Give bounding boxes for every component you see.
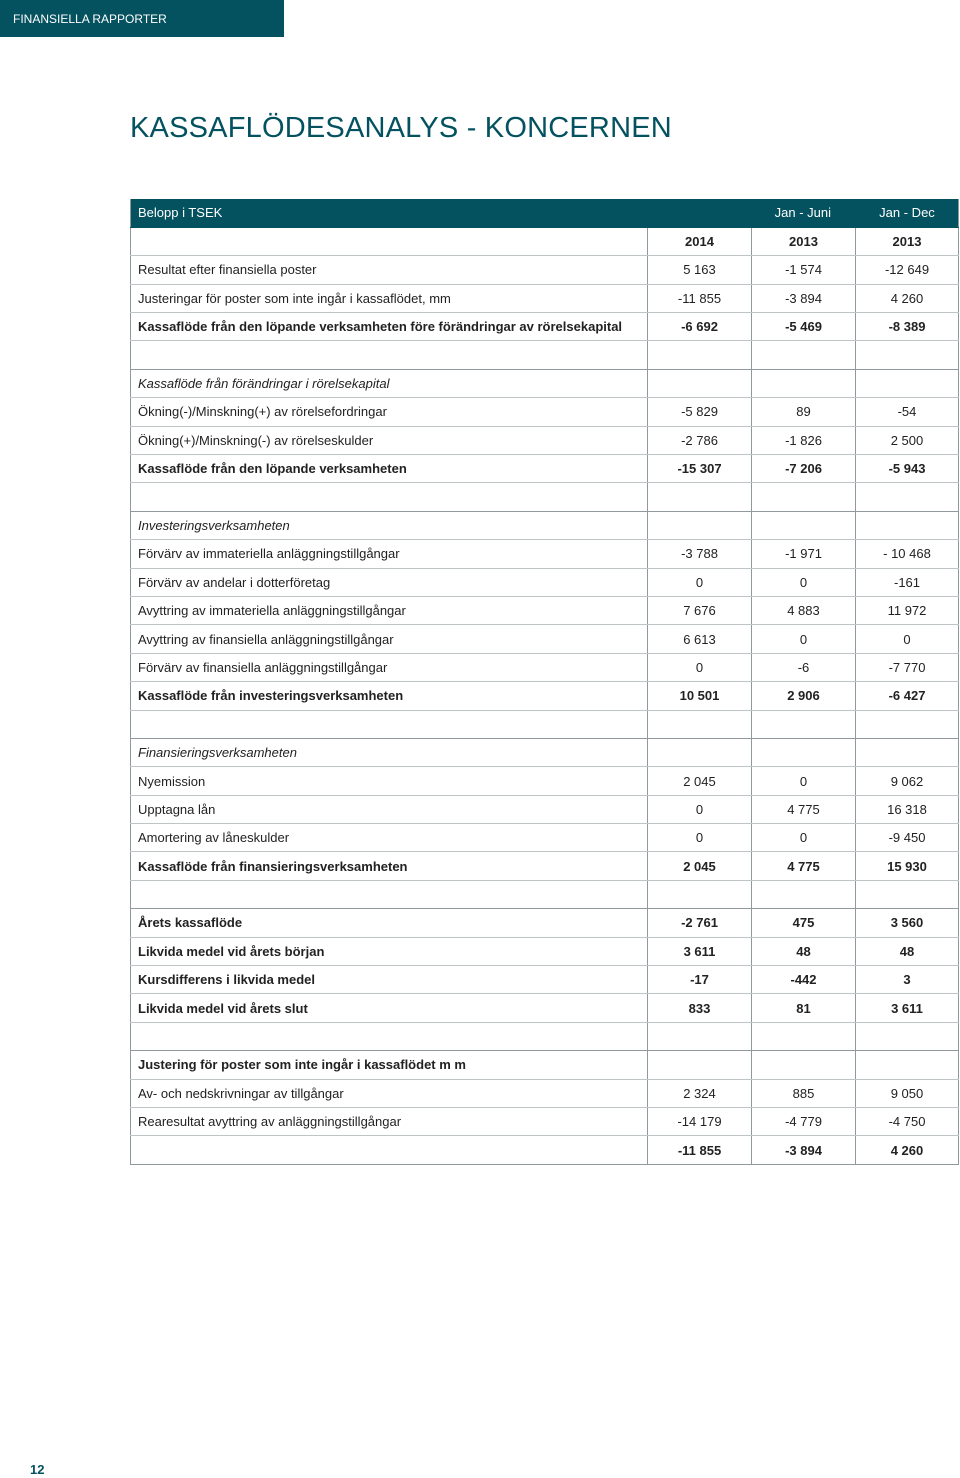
header-period-jan-juni: Jan - Juni: [648, 199, 856, 227]
row-label: Kassaflöde från den löpande verksamheten före förändringar av rörelsekapital: [131, 313, 648, 341]
header-period-jan-dec: Jan - Dec: [856, 199, 959, 227]
row-value-2014: 0: [648, 653, 752, 681]
year-col-2: 2013: [752, 227, 856, 255]
row-value-2014: -15 307: [648, 455, 752, 483]
header-label: Belopp i TSEK: [131, 199, 648, 227]
table-row: [131, 653, 959, 681]
spacer-row: [131, 1022, 959, 1050]
table-header-row: [131, 199, 959, 227]
row-value-2013-h1: -5 469: [752, 313, 856, 341]
row-value-2013: -9 450: [856, 824, 959, 852]
row-value-2013-h1: 89: [752, 398, 856, 426]
row-label: Upptagna lån: [131, 795, 648, 823]
row-value-2014: -3 788: [648, 540, 752, 568]
row-value-2013-h1: 81: [752, 994, 856, 1022]
row-value-2013-h1: -4 779: [752, 1108, 856, 1136]
row-value-2013: 9 062: [856, 767, 959, 795]
row-value-2014: -17: [648, 966, 752, 994]
subtotal-row: [131, 313, 959, 341]
section-heading-row: [131, 738, 959, 766]
row-value-2013: 15 930: [856, 852, 959, 880]
row-value-2013: 11 972: [856, 596, 959, 624]
row-label: Likvida medel vid årets slut: [131, 994, 648, 1022]
row-value-2013: -161: [856, 568, 959, 596]
row-value-2013-h1: -1 826: [752, 426, 856, 454]
table-row: [131, 795, 959, 823]
subtotal-row: [131, 852, 959, 880]
row-label: Rearesultat avyttring av anläggningstillgångar: [131, 1108, 648, 1136]
table-row: [131, 1108, 959, 1136]
row-value-2014: -5 829: [648, 398, 752, 426]
table-row: [131, 568, 959, 596]
section-heading: Investeringsverksamheten: [131, 511, 648, 539]
row-value-2013: 0: [856, 625, 959, 653]
row-value-2014: 2 045: [648, 767, 752, 795]
row-label: [131, 1136, 648, 1164]
row-value-2013-h1: 0: [752, 568, 856, 596]
page-title: KASSAFLÖDESANALYS - KONCERNEN: [130, 112, 672, 144]
row-value-2013: 2 500: [856, 426, 959, 454]
row-value-2013: -12 649: [856, 256, 959, 284]
row-value-2013-h1: -3 894: [752, 1136, 856, 1164]
row-value-2014: 0: [648, 568, 752, 596]
row-value-2013: 3 611: [856, 994, 959, 1022]
row-label: Av- och nedskrivningar av tillgångar: [131, 1079, 648, 1107]
row-label: Ökning(+)/Minskning(-) av rörelseskulder: [131, 426, 648, 454]
row-value-2013-h1: -1 574: [752, 256, 856, 284]
row-value-2013-h1: -3 894: [752, 284, 856, 312]
section-heading: Finansieringsverksamheten: [131, 738, 648, 766]
row-value-2013-h1: 4 775: [752, 852, 856, 880]
row-value-2013-h1: 0: [752, 824, 856, 852]
row-value-2013: -5 943: [856, 455, 959, 483]
table-row: [131, 426, 959, 454]
row-label: Amortering av låneskulder: [131, 824, 648, 852]
row-value-2014: -11 855: [648, 284, 752, 312]
spacer-row: [131, 483, 959, 511]
row-label: Förvärv av andelar i dotterföretag: [131, 568, 648, 596]
row-label: Kassaflöde från finansieringsverksamheten: [131, 852, 648, 880]
spacer-row: [131, 880, 959, 908]
total-row: [131, 1136, 959, 1164]
row-value-2013-h1: -7 206: [752, 455, 856, 483]
section-tab: FINANSIELLA RAPPORTER: [0, 0, 284, 37]
row-label: Kassaflöde från investeringsverksamheten: [131, 682, 648, 710]
row-value-2013-h1: -6: [752, 653, 856, 681]
row-value-2013: 4 260: [856, 1136, 959, 1164]
row-value-2013: -4 750: [856, 1108, 959, 1136]
row-label: Förvärv av finansiella anläggningstillgångar: [131, 653, 648, 681]
row-value-2013-h1: 0: [752, 625, 856, 653]
table-row: [131, 625, 959, 653]
row-value-2013-h1: 4 883: [752, 596, 856, 624]
row-value-2013-h1: 2 906: [752, 682, 856, 710]
row-value-2013: -7 770: [856, 653, 959, 681]
table-row: [131, 398, 959, 426]
row-label: Kursdifferens i likvida medel: [131, 966, 648, 994]
spacer-row: [131, 341, 959, 369]
row-value-2014: -11 855: [648, 1136, 752, 1164]
cash-flow-table: [130, 199, 959, 1165]
section-heading-row: [131, 511, 959, 539]
subtotal-row: [131, 682, 959, 710]
row-value-2013: - 10 468: [856, 540, 959, 568]
row-value-2013-h1: 48: [752, 937, 856, 965]
year-col-1: 2014: [648, 227, 752, 255]
row-value-2014: -6 692: [648, 313, 752, 341]
summary-row: [131, 994, 959, 1022]
row-value-2013: 4 260: [856, 284, 959, 312]
table-row: [131, 767, 959, 795]
row-value-2014: -2 761: [648, 909, 752, 937]
row-value-2014: 10 501: [648, 682, 752, 710]
row-value-2014: 7 676: [648, 596, 752, 624]
section-heading: Justering för poster som inte ingår i kassaflödet m m: [131, 1051, 648, 1079]
row-value-2013-h1: -442: [752, 966, 856, 994]
page-number: 12: [30, 1462, 45, 1477]
row-value-2013: 3 560: [856, 909, 959, 937]
row-value-2014: 2 045: [648, 852, 752, 880]
summary-row: [131, 937, 959, 965]
row-value-2014: -2 786: [648, 426, 752, 454]
row-value-2013: 48: [856, 937, 959, 965]
row-label: Förvärv av immateriella anläggningstillgångar: [131, 540, 648, 568]
row-value-2013: 9 050: [856, 1079, 959, 1107]
section-heading-row: [131, 1051, 959, 1079]
row-value-2014: 2 324: [648, 1079, 752, 1107]
row-value-2014: 0: [648, 795, 752, 823]
spacer-row: [131, 710, 959, 738]
row-label: Nyemission: [131, 767, 648, 795]
section-heading: Kassaflöde från förändringar i rörelsekapital: [131, 369, 648, 397]
summary-row: [131, 909, 959, 937]
row-value-2013: -54: [856, 398, 959, 426]
row-label: Årets kassaflöde: [131, 909, 648, 937]
row-value-2013: -8 389: [856, 313, 959, 341]
row-label: Resultat efter finansiella poster: [131, 256, 648, 284]
row-label: Avyttring av immateriella anläggningstillgångar: [131, 596, 648, 624]
years-label-cell: [131, 227, 648, 255]
row-value-2013-h1: -1 971: [752, 540, 856, 568]
row-value-2014: 0: [648, 824, 752, 852]
row-value-2014: 6 613: [648, 625, 752, 653]
row-value-2014: -14 179: [648, 1108, 752, 1136]
summary-row: [131, 966, 959, 994]
row-label: Kassaflöde från den löpande verksamheten: [131, 455, 648, 483]
table-row: [131, 256, 959, 284]
row-label: Avyttring av finansiella anläggningstillgångar: [131, 625, 648, 653]
row-value-2013-h1: 475: [752, 909, 856, 937]
row-value-2014: 3 611: [648, 937, 752, 965]
row-value-2013-h1: 885: [752, 1079, 856, 1107]
row-value-2013: 16 318: [856, 795, 959, 823]
table-row: [131, 596, 959, 624]
years-row: [131, 227, 959, 255]
row-label: Ökning(-)/Minskning(+) av rörelsefordringar: [131, 398, 648, 426]
table-row: [131, 284, 959, 312]
row-label: Likvida medel vid årets början: [131, 937, 648, 965]
row-value-2013: -6 427: [856, 682, 959, 710]
row-value-2014: 5 163: [648, 256, 752, 284]
row-label: Justeringar för poster som inte ingår i kassaflödet, mm: [131, 284, 648, 312]
row-value-2014: 833: [648, 994, 752, 1022]
section-heading-row: [131, 369, 959, 397]
subtotal-row: [131, 455, 959, 483]
year-col-3: 2013: [856, 227, 959, 255]
table-row: [131, 824, 959, 852]
row-value-2013-h1: 4 775: [752, 795, 856, 823]
table-row: [131, 1079, 959, 1107]
row-value-2013-h1: 0: [752, 767, 856, 795]
table-row: [131, 540, 959, 568]
row-value-2013: 3: [856, 966, 959, 994]
